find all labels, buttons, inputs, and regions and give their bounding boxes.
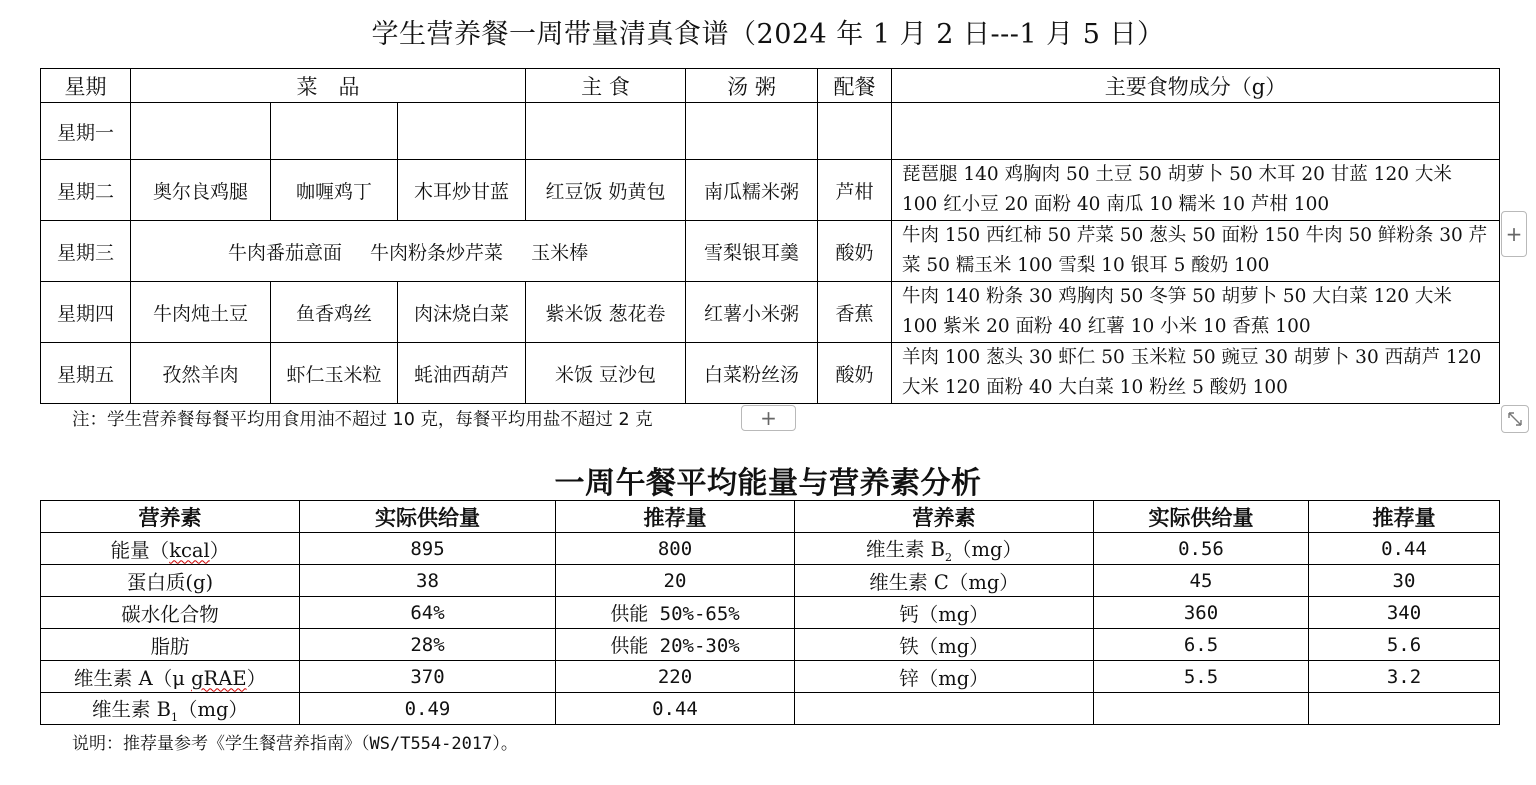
dish-cell: 孜然羊肉 [131, 343, 271, 404]
day-cell: 星期二 [41, 160, 131, 221]
nutrient-name: 钙（mg） [795, 597, 1094, 629]
day-cell: 星期四 [41, 282, 131, 343]
ingredients-cell: 牛肉 140 粉条 30 鸡胸肉 50 冬笋 50 胡萝卜 50 大白菜 120 大米 100 紫米 20 面粉 40 红薯 10 小米 10 香蕉 100 [892, 282, 1500, 343]
table-row [41, 629, 1500, 661]
nutrient-name: 铁（mg） [795, 629, 1094, 661]
recommended-value: 供能 50%-65% [556, 597, 795, 629]
day-cell: 星期三 [41, 221, 131, 282]
day-cell: 星期五 [41, 343, 131, 404]
staple-cell: 红豆饭 奶黄包 [526, 160, 686, 221]
staple-cell: 紫米饭 葱花卷 [526, 282, 686, 343]
recommended-value: 800 [556, 533, 795, 565]
actual-value: 6.5 [1094, 629, 1309, 661]
soup-cell [686, 103, 818, 160]
recommended-value: 340 [1309, 597, 1500, 629]
resize-arrows-icon [1502, 406, 1528, 432]
recommended-value: 220 [556, 661, 795, 693]
side-cell: 芦柑 [818, 160, 892, 221]
header-actual: 实际供给量 [300, 501, 556, 533]
table-row [41, 565, 1500, 597]
actual-value: 28% [300, 629, 556, 661]
header-day: 星期 [41, 69, 131, 103]
dish-cell [398, 103, 526, 160]
header-recommended: 推荐量 [1309, 501, 1500, 533]
ingredients-cell [892, 103, 1500, 160]
actual-value: 38 [300, 565, 556, 597]
actual-value: 360 [1094, 597, 1309, 629]
header-recommended: 推荐量 [556, 501, 795, 533]
recommended-value: 5.6 [1309, 629, 1500, 661]
table-row [41, 597, 1500, 629]
table-resize-handle[interactable] [1501, 405, 1529, 433]
dish-cell: 牛肉炖土豆 [131, 282, 271, 343]
nutrient-name [795, 693, 1094, 725]
table-row [41, 282, 1500, 343]
recommended-value [1309, 693, 1500, 725]
table-row [41, 343, 1500, 404]
nutrition-header-row [41, 501, 1500, 533]
nutrient-name: 维生素 A（μ gRAE） [41, 661, 300, 693]
nutrient-name: 脂肪 [41, 629, 300, 661]
soup-cell: 南瓜糯米粥 [686, 160, 818, 221]
soup-cell: 雪梨银耳羹 [686, 221, 818, 282]
staple-cell: 米饭 豆沙包 [526, 343, 686, 404]
oil-salt-note: 注：学生营养餐每餐平均用食用油不超过 10 克，每餐平均用盐不超过 2 克 [72, 410, 653, 430]
soup-cell: 白菜粉丝汤 [686, 343, 818, 404]
header-actual: 实际供给量 [1094, 501, 1309, 533]
dish-item: 牛肉番茄意面 [227, 241, 342, 264]
dish-cell: 蚝油西葫芦 [398, 343, 526, 404]
dish-cell: 鱼香鸡丝 [271, 282, 398, 343]
actual-value: 0.56 [1094, 533, 1309, 565]
table-row [41, 693, 1500, 725]
recommended-value: 0.44 [556, 693, 795, 725]
table-row [41, 661, 1500, 693]
nutrient-name: 碳水化合物 [41, 597, 300, 629]
table-row [41, 160, 1500, 221]
merged-dishes-cell [131, 221, 686, 282]
header-staple: 主 食 [526, 69, 686, 103]
nutrient-name: 维生素 C（mg） [795, 565, 1094, 597]
day-cell: 星期一 [41, 103, 131, 160]
ingredients-cell: 琵琶腿 140 鸡胸肉 50 土豆 50 胡萝卜 50 木耳 20 甘蓝 120 大米 100 红小豆 20 面粉 40 南瓜 10 糯米 10 芦柑 100 [892, 160, 1500, 221]
dish-cell: 木耳炒甘蓝 [398, 160, 526, 221]
side-cell [818, 103, 892, 160]
nutrition-table [40, 500, 1500, 725]
nutrient-name: 能量（kcal） [41, 533, 300, 565]
recommended-value: 3.2 [1309, 661, 1500, 693]
actual-value: 64% [300, 597, 556, 629]
side-cell: 酸奶 [818, 221, 892, 282]
header-side: 配餐 [818, 69, 892, 103]
recommended-value: 供能 20%-30% [556, 629, 795, 661]
header-soup: 汤 粥 [686, 69, 818, 103]
actual-value: 895 [300, 533, 556, 565]
dish-cell: 咖喱鸡丁 [271, 160, 398, 221]
header-ingredients: 主要食物成分（g） [892, 69, 1500, 103]
dish-cell: 虾仁玉米粒 [271, 343, 398, 404]
reference-note: 说明：推荐量参考《学生餐营养指南》（WS/T554-2017）。 [72, 734, 518, 754]
soup-cell: 红薯小米粥 [686, 282, 818, 343]
side-cell: 香蕉 [818, 282, 892, 343]
header-nutrient: 营养素 [795, 501, 1094, 533]
dish-cell: 奥尔良鸡腿 [131, 160, 271, 221]
table-row [41, 221, 1500, 282]
staple-cell [526, 103, 686, 160]
dish-cell [131, 103, 271, 160]
actual-value: 45 [1094, 565, 1309, 597]
nutrient-name: 锌（mg） [795, 661, 1094, 693]
actual-value: 0.49 [300, 693, 556, 725]
add-column-button[interactable] [1501, 211, 1527, 257]
header-nutrient: 营养素 [41, 501, 300, 533]
plus-icon: + [1505, 222, 1523, 246]
menu-table [40, 68, 1500, 404]
recommended-value: 20 [556, 565, 795, 597]
dish-cell: 肉沫烧白菜 [398, 282, 526, 343]
dish-cell [271, 103, 398, 160]
actual-value [1094, 693, 1309, 725]
add-row-button[interactable] [741, 405, 796, 431]
side-cell: 酸奶 [818, 343, 892, 404]
recommended-value: 30 [1309, 565, 1500, 597]
nutrient-name: 维生素 $B_2(mg)$ [795, 533, 1094, 565]
header-dishes: 菜 品 [131, 69, 526, 103]
analysis-title: 一周午餐平均能量与营养素分析 [554, 466, 982, 501]
menu-header-row [41, 69, 1500, 103]
actual-value: 370 [300, 661, 556, 693]
nutrient-name: 蛋白质(g) [41, 565, 300, 597]
menu-title: 学生营养餐一周带量清真食谱（2024 年 1 月 2 日---1 月 5 日） [371, 19, 1165, 50]
ingredients-cell: 羊肉 100 葱头 30 虾仁 50 玉米粒 50 豌豆 30 胡萝卜 30 西葫芦 120 大米 120 面粉 40 大白菜 10 粉丝 5 酸奶 100 [892, 343, 1500, 404]
table-row [41, 103, 1500, 160]
nutrient-name: 维生素 $B_1(mg)$ [41, 693, 300, 725]
recommended-value: 0.44 [1309, 533, 1500, 565]
dish-item: 牛肉粉条炒芹菜 [370, 241, 504, 264]
actual-value: 5.5 [1094, 661, 1309, 693]
ingredients-cell: 牛肉 150 西红柿 50 芹菜 50 葱头 50 面粉 150 牛肉 50 鲜粉条 30 芹菜 50 糯玉米 100 雪梨 10 银耳 5 酸奶 100 [892, 221, 1500, 282]
table-row [41, 533, 1500, 565]
plus-icon: + [760, 406, 777, 430]
dish-item: 玉米棒 [531, 241, 589, 264]
